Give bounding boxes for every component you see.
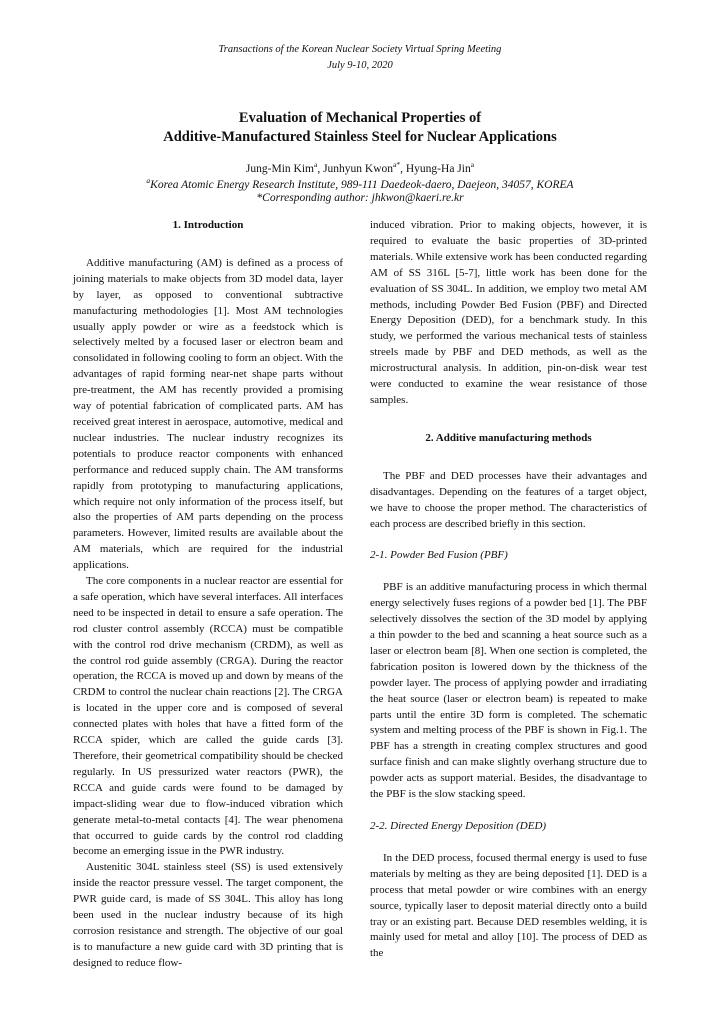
corresponding-author: *Corresponding author: jhkwon@kaeri.re.kr: [256, 192, 464, 204]
conference-name: Transactions of the Korean Nuclear Society Virtual Spring Meeting: [218, 44, 502, 55]
author-name: Junhyun Kwon: [323, 162, 394, 175]
author-affiliation-mark: a*: [393, 160, 401, 169]
paper-title-line1: Evaluation of Mechanical Properties of: [238, 110, 482, 126]
author-name: Jung-Min Kim: [245, 162, 314, 175]
paragraph: The PBF and DED processes have their advantages and disadvantages. Depending on the features of a target object, we have to choose the proper method. The characteristics of each process are described briefly in this section.: [370, 469, 647, 530]
affiliation-text: Korea Atomic Energy Research Institute, 989-111 Daedeok-daero, Daejeon, 34057, KOREA: [150, 178, 574, 191]
paragraph: The core components in a nuclear reactor are essential for a safe operation, which have several interfaces. All interfaces need to be inspected in detail to ensure a safe operation. The rod cluster control assembly (RCCA) must be compatible with the control rod drive mechanism (CRDM), as well as the control rod guide assembly (CRGA). During the reactor operation, the RCCA is moved up and down by means of the CRDM to control the nuclear chain reactions [2]. The CRGA is located in the upper core and is composed of several connected plates with holes that have a fitted form of the RCCA spider, which are called the guide cards [3]. Therefore, their geometrical compatibility should be checked regularly. In US pressurized water reactors (PWR), the RCCA and guide cards were found to be damaged by impact-sliding wear due to flow-induced vibration which generate metal-to-metal contacts [4]. The wear phenomena that occurred to guide cards by the control rod cladding become an emerging issue in the PWR industry.: [73, 575, 343, 858]
author-affiliation-mark: a: [313, 160, 318, 169]
paragraph: Additive manufacturing (AM) is defined as a process of joining materials to make objects from 3D model data, layer by layer, as opposed to conventional subtractive manufacturing methodologies [1]. Most AM technologies usually apply powder or wire as a feedstock which is selectively melted by a focused laser or electron beam and consolidated in following cooling to form an object. With the advantages of rapid forming near-net shape parts without pre-treatment, the AM has recently provided a promising way of potential fabrication of complicated parts. AM has received great interest in aerospace, automotive, medical and nuclear industries. The nuclear industry recognizes its potentials to produce reactor components with enhanced performance and reduced supply chain. The AM transforms rapidly from prototyping to manufacturing applications, which require not only information of the process itself, but also the properties of AM parts depending on the process parameters. However, limited results are available about the AM materials, which are required for the industrial applications.: [73, 256, 343, 572]
subsection-heading-ded: 2-2. Directed Energy Deposition (DED): [370, 820, 547, 832]
paper-title-line2: Additive-Manufactured Stainless Steel for Nuclear Applications: [163, 129, 557, 145]
affiliation: [0, 176, 720, 191]
author-name: Hyung-Ha Jin: [405, 162, 471, 175]
author-list: [0, 160, 720, 175]
section-heading-am-methods: 2. Additive manufacturing methods: [425, 431, 592, 444]
right-column: [370, 218, 647, 962]
paragraph: induced vibration. Prior to making objects, however, it is required to evaluate the basic properties of 3D-printed materials. While extensive work has been conducted regarding AM of SS 316L [5-7], little work has been done for the evaluation of SS 304L. In addition, we employ two metal AM methods, including Powder Bed Fusion (PBF) and Directed Energy Deposition (DED), for a benchmark study. In this study, we performed the various mechanical tests of stainless streels made by PBF and DED methods, as well as the microstructural analysis. In addition, pin-on-disk wear test were conducted to examine the wear resistance of those samples.: [370, 219, 647, 406]
subsection-heading-pbf: 2-1. Powder Bed Fusion (PBF): [370, 549, 508, 562]
author-affiliation-mark: a: [470, 160, 475, 169]
conference-date: July 9-10, 2020: [327, 60, 393, 71]
author-separator: ,: [317, 162, 324, 175]
author-separator: ,: [400, 162, 406, 175]
affiliation-mark: a: [146, 176, 151, 185]
left-column: [73, 218, 343, 972]
section-heading-introduction: 1. Introduction: [172, 219, 244, 231]
paragraph: Austenitic 304L stainless steel (SS) is used extensively inside the reactor pressure vessel. The target component, the PWR guide card, is made of SS 304L. This alloy has long been used in the nuclear industry because of its high corrosion resistance and strength. The objective of our goal is to manufacture a new guide card with 3D printing that is designed to reduce flow-: [73, 861, 343, 969]
paragraph: PBF is an additive manufacturing process in which thermal energy selectively fuses regions of a powder bed [1]. The PBF selectively dissolves the section of the 3D model by applying a thin powder to the bed and scanning a heat source such as a laser or electron beam [8]. When one section is completed, the fabrication positon is lowered down by the thickness of the powder layer. The process of applying powder and irradiating the heat source (laser or electron beam) is repeated to make parts until the entire 3D form is completed. The schematic system and melting process of the PBF is shown in Fig.1. The PBF has a strength in creating complex structures and good surface finish and can make slightly overhang structure due to powder acts as support material. Besides, the disadvantage to the PBF is the slow stacking speed.: [370, 581, 647, 801]
paragraph: In the DED process, focused thermal energy is used to fuse materials by melting as they are being deposited [1]. DED is a process that metal powder or wire combines with an energy source, typically laser to deposit material directly onto a build tray or an existing part. Because DED resembles welding, it is mainly used for metal and alloy [10]. The process of DED as the: [370, 851, 647, 960]
